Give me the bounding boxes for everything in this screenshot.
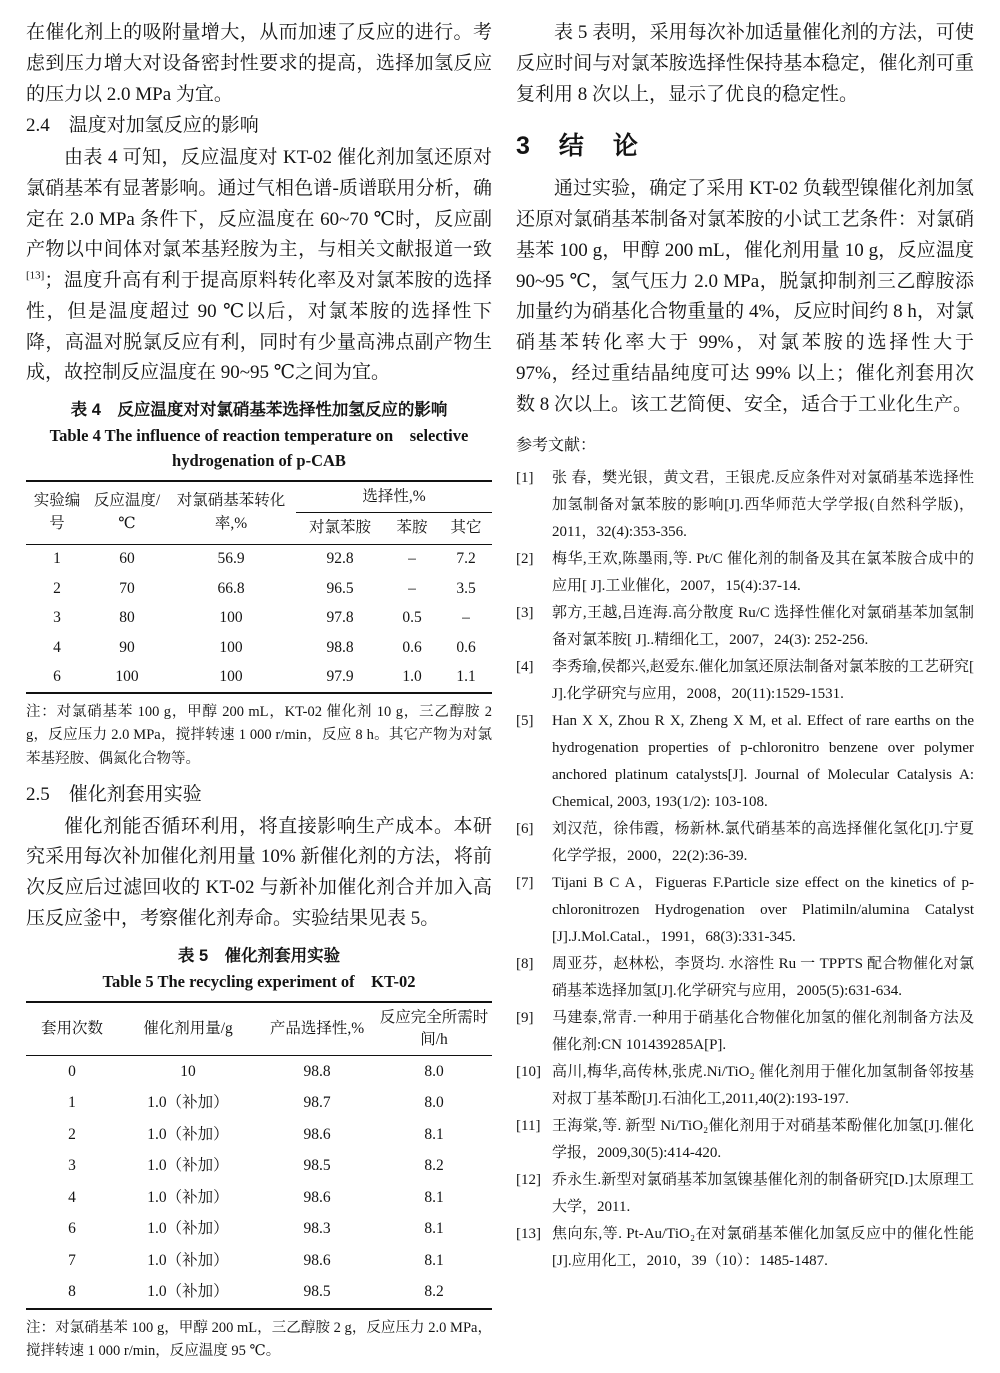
paragraph-temperature-effect <box>26 143 492 389</box>
cell-sel-p-chloroaniline: 97.9 <box>326 668 354 686</box>
cell-cycle: 4 <box>68 1188 76 1206</box>
reference-text: 郭方,王越,吕连海.高分散度 Ru/C 选择性催化对氯硝基苯加氢制备对氯苯胺[ J]..精细化工，2007，24(3): 252-256. <box>552 605 974 649</box>
cell-cycle: 3 <box>68 1157 76 1175</box>
table-5-body <box>26 1056 492 1309</box>
reference-text: 马建泰,常青.一种用于硝基化合物催化加氢的催化剂制备方法及催化剂:CN 101439285A[P]. <box>552 1010 974 1054</box>
reference-text: Han X X, Zhou R X, Zheng X M, et al. Effect of rare earths on the hydrogenation properties of p-chloronitro benzene over polymer anchored platinum catalysts[J]. Journal of Molecular Catalysis A: Chemical, 2003, 193(1/2): 103-108. <box>552 713 974 811</box>
reference-number: [12] <box>516 1172 541 1189</box>
reference-number: [6] <box>516 821 534 838</box>
table-5-row <box>26 1277 492 1309</box>
table-5-caption-en: Table 5 The recycling experiment of KT-02 <box>102 971 416 991</box>
cell-sel-other: 1.1 <box>456 668 476 686</box>
cell-conversion: 100 <box>219 638 243 656</box>
table-4-caption-zh: 表 4 反应温度对对氯硝基苯选择性加氢反应的影响 <box>70 401 448 420</box>
cell-sel-p-chloroaniline: 97.8 <box>326 609 354 627</box>
table-5-row <box>26 1056 492 1088</box>
table-5-note: 注：对氯硝基苯 100 g，甲醇 200 mL，三乙醇胺 2 g，反应压力 2.0 MPa，搅拌转速 1 000 r/min，反应温度 95 ℃。 <box>26 1320 492 1360</box>
cell-conversion: 56.9 <box>217 550 245 568</box>
table-5-col-time: 反应完全所需时间/h <box>379 1008 489 1049</box>
cell-temperature: 70 <box>119 579 135 597</box>
cell-catalyst-amount: 1.0（补加） <box>147 1094 229 1112</box>
reference-item <box>516 546 974 600</box>
reference-text: 李秀瑜,侯都兴,赵爱东.催化加氢还原法制备对氯苯胺的工艺研究[ J].化学研究与应用，2008，20(11):1529-1531. <box>552 659 974 703</box>
reference-item <box>516 951 974 1005</box>
reference-text: 刘汉范，徐伟霞，杨新林.氯代硝基苯的高选择催化氢化[J].宁夏化学学报，2000，22(2):36-39. <box>552 821 974 865</box>
cell-sel-p-chloroaniline: 98.8 <box>326 638 354 656</box>
reference-text: 乔永生.新型对氯硝基苯加氢镍基催化剂的制备研究[D.]太原理工大学，2011. <box>552 1172 974 1216</box>
right-column <box>516 18 974 1373</box>
paragraph-temperature-effect-part2: ；温度升高有利于提高原料转化率及对氯苯胺的选择性，但是温度超过 90 ℃以后，对氯苯胺的选择性下降，高温对脱氯反应有利，同时有少量高沸点副产物生成，故控制反应温度在 90~95 ℃之间为宜。 <box>26 270 492 384</box>
heading-section-2-5: 2.5 催化剂套用实验 <box>26 783 202 805</box>
reference-text: 梅华,王欢,陈墨雨,等. Pt/C 催化剂的制备及其在氯苯胺合成中的应用[ J].工业催化，2007，15(4):37-14. <box>552 551 974 595</box>
table-4-header <box>26 481 492 544</box>
reference-item <box>516 465 974 546</box>
cell-catalyst-amount: 1.0（补加） <box>147 1283 229 1301</box>
cell-exp-no: 3 <box>53 609 61 627</box>
reference-number: [8] <box>516 956 534 973</box>
table-5-col-selectivity: 产品选择性,% <box>269 1019 365 1037</box>
cell-temperature: 90 <box>119 638 135 656</box>
reference-item <box>516 1005 974 1059</box>
cell-time: 8.0 <box>424 1062 444 1080</box>
reference-item <box>516 600 974 654</box>
table-5-row <box>26 1245 492 1276</box>
cell-cycle: 7 <box>68 1251 76 1269</box>
table-4-col-other: 其它 <box>450 519 482 537</box>
reference-item <box>516 1167 974 1221</box>
table-4-col-p-chloroaniline: 对氯苯胺 <box>308 519 371 537</box>
heading-section-2-4: 2.4 温度对加氢反应的影响 <box>26 115 259 137</box>
cell-time: 8.1 <box>424 1188 444 1206</box>
table-4-col-selectivity-group: 选择性,% <box>296 481 492 513</box>
table-4-caption-en-line1: Table 4 The influence of reaction temperature on selective <box>49 426 469 446</box>
reference-number: [3] <box>516 605 534 622</box>
table-5-caption-zh: 表 5 催化剂套用实验 <box>177 946 341 965</box>
reference-number: [9] <box>516 1010 534 1027</box>
cell-catalyst-amount: 1.0（补加） <box>147 1188 229 1206</box>
table-5-col-catalyst-amount: 催化剂用量/g <box>143 1019 233 1037</box>
table-5-row <box>26 1182 492 1213</box>
table-4 <box>26 480 492 694</box>
table-5-row <box>26 1151 492 1182</box>
cell-conversion: 100 <box>219 668 243 686</box>
reference-number: [13] <box>516 1226 541 1243</box>
cell-sel-aniline: 0.5 <box>402 609 422 627</box>
cell-catalyst-amount: 1.0（补加） <box>147 1125 229 1143</box>
left-column <box>26 18 492 1373</box>
cell-exp-no: 4 <box>53 638 61 656</box>
references-label: 参考文献： <box>516 437 597 455</box>
reference-number: [4] <box>516 659 534 676</box>
table-4-col-aniline: 苯胺 <box>396 519 428 537</box>
table-4-col-exp-no: 实验编号 <box>33 492 81 532</box>
cell-selectivity: 98.8 <box>303 1062 331 1080</box>
cell-cycle: 2 <box>68 1125 76 1143</box>
cell-cycle: 1 <box>68 1094 76 1112</box>
cell-selectivity: 98.6 <box>303 1125 331 1143</box>
cell-sel-other: – <box>462 609 470 627</box>
reference-item <box>516 1221 974 1275</box>
cell-catalyst-amount: 1.0（补加） <box>147 1157 229 1175</box>
table-5-row <box>26 1088 492 1119</box>
reference-item <box>516 870 974 951</box>
paragraph-conclusion: 通过实验，确定了采用 KT-02 负载型镍催化剂加氢还原对氯硝基苯制备对氯苯胺的小试工艺条件：对氯硝基苯 100 g，甲醇 200 mL，催化剂用量 10 g，反应温度 90~95 ℃，氢气压力 2.0 MPa，脱氯抑制剂三乙醇胺添加量约为硝基化合物重量的 4%，反应时间约 8 h，对氯硝基苯转化率大于 99%，对氯苯胺的选择性大于 97%，经过重结晶纯度可达 99% 以上；催化剂套用次数 8 次以上。该工艺简便、安全，适合于工业化生产。 <box>516 178 974 415</box>
paragraph-recycling: 催化剂能否循环利用，将直接影响生产成本。本研究采用每次补加催化剂用量 10% 新催化剂的方法，将前次反应后过滤回收的 KT-02 与新补加催化剂合并加入高压反应釜中，考察催化剂寿命。实验结果见表 5。 <box>26 815 492 929</box>
paragraph-temperature-effect-part1: 由表 4 可知，反应温度对 KT-02 催化剂加氢还原对氯硝基苯有显著影响。通过气相色谱-质谱联用分析，确定在 2.0 MPa 条件下，反应温度在 60~70 ℃时，反应副产物以中间体对氯苯基羟胺为主，与相关文献报道一致 <box>26 147 492 261</box>
heading-section-3-conclusion: 3 结 论 <box>516 132 640 161</box>
cell-sel-aniline: – <box>408 579 416 597</box>
table-5-row <box>26 1214 492 1245</box>
paragraph-table5-summary: 表 5 表明，采用每次补加适量催化剂的方法，可使反应时间与对氯苯胺选择性保持基本稳定，催化剂可重复利用 8 次以上，显示了优良的稳定性。 <box>516 22 974 105</box>
cell-temperature: 100 <box>115 668 139 686</box>
cell-temperature: 80 <box>119 609 135 627</box>
cell-selectivity: 98.5 <box>303 1157 331 1175</box>
reference-number: [5] <box>516 713 534 730</box>
table-4-col-temperature: 反应温度/℃ <box>93 492 161 532</box>
reference-item <box>516 654 974 708</box>
table-5-row <box>26 1119 492 1150</box>
cell-sel-other: 7.2 <box>456 550 476 568</box>
citation-13-superscript: [13] <box>26 269 45 282</box>
cell-sel-other: 3.5 <box>456 579 476 597</box>
cell-time: 8.2 <box>424 1157 444 1175</box>
table-5-col-cycle: 套用次数 <box>40 1019 103 1037</box>
cell-sel-aniline: – <box>408 550 416 568</box>
table-4-row <box>26 574 492 603</box>
reference-number: [11] <box>516 1118 541 1135</box>
reference-text: 高川,梅华,高传林,张虎.Ni/TiO₂ 催化剂用于催化加氢制备邻按基对叔丁基苯酚[J].石油化工,2011,40(2):193-197. <box>552 1064 974 1108</box>
cell-sel-aniline: 0.6 <box>402 638 422 656</box>
reference-text: Tijani B C A，Figueras F.Particle size effect on the kinetics of p-chloronitrozen Hydrogenation over Platimiln/alumina Catalyst [J].J.Mol.Catal.，1991，68(3):331-345. <box>552 875 974 946</box>
cell-cycle: 0 <box>68 1062 76 1080</box>
cell-sel-aniline: 1.0 <box>402 668 422 686</box>
reference-number: [10] <box>516 1064 541 1081</box>
table-4-caption-en-line2: hydrogenation of p-CAB <box>172 451 346 471</box>
cell-catalyst-amount: 1.0（补加） <box>147 1251 229 1269</box>
cell-exp-no: 2 <box>53 579 61 597</box>
cell-exp-no: 1 <box>53 550 61 568</box>
table-4-row <box>26 544 492 574</box>
reference-list <box>516 465 974 1275</box>
reference-number: [2] <box>516 551 534 568</box>
cell-selectivity: 98.6 <box>303 1251 331 1269</box>
cell-sel-p-chloroaniline: 92.8 <box>326 550 354 568</box>
reference-text: 焦向东,等. Pt-Au/TiO₂在对氯硝基苯催化加氢反应中的催化性能[J].应用化工，2010，39（10）：1485-1487. <box>552 1226 974 1270</box>
table-4-row <box>26 633 492 662</box>
cell-time: 8.1 <box>424 1251 444 1269</box>
cell-time: 8.2 <box>424 1283 444 1301</box>
cell-sel-p-chloroaniline: 96.5 <box>326 579 354 597</box>
cell-selectivity: 98.7 <box>303 1094 331 1112</box>
table-5-header <box>26 1002 492 1056</box>
table-5 <box>26 1001 492 1311</box>
paragraph-pressure-conclusion: 在催化剂上的吸附量增大，从而加速了反应的进行。考虑到压力增大对设备密封性要求的提高，选择加氢反应的压力以 2.0 MPa 为宜。 <box>26 22 492 105</box>
reference-text: 张 春，樊光银，黄文君，王银虎.反应条件对对氯硝基苯选择性加氢制备对氯苯胺的影响[J].西华师范大学学报(自然科学版)，2011，32(4):353-356. <box>552 470 974 541</box>
cell-time: 8.1 <box>424 1125 444 1143</box>
reference-text: 王海棠,等. 新型 Ni/TiO₂催化剂用于对硝基苯酚催化加氢[J].催化学报，2009,30(5):414-420. <box>552 1118 974 1162</box>
reference-number: [7] <box>516 875 534 892</box>
table-5-caption <box>26 943 492 995</box>
cell-selectivity: 98.5 <box>303 1283 331 1301</box>
cell-conversion: 100 <box>219 609 243 627</box>
cell-time: 8.0 <box>424 1094 444 1112</box>
table-4-row <box>26 663 492 693</box>
cell-exp-no: 6 <box>53 668 61 686</box>
table-4-caption <box>26 397 492 474</box>
table-4-body <box>26 544 492 693</box>
cell-time: 8.1 <box>424 1220 444 1238</box>
cell-conversion: 66.8 <box>217 579 245 597</box>
cell-cycle: 8 <box>68 1283 76 1301</box>
reference-item <box>516 708 974 816</box>
cell-sel-other: 0.6 <box>456 638 476 656</box>
reference-number: [1] <box>516 470 534 487</box>
reference-text: 周亚芬，赵林松，李贤均. 水溶性 Ru 一 TPPTS 配合物催化对氯硝基苯选择加氢[J].化学研究与应用，2005(5):631-634. <box>552 956 974 1000</box>
cell-cycle: 6 <box>68 1220 76 1238</box>
cell-selectivity: 98.6 <box>303 1188 331 1206</box>
reference-item <box>516 1059 974 1113</box>
cell-selectivity: 98.3 <box>303 1220 331 1238</box>
reference-item <box>516 1113 974 1167</box>
table-4-row <box>26 604 492 633</box>
table-4-note: 注：对氯硝基苯 100 g，甲醇 200 mL，KT-02 催化剂 10 g，三乙醇胺 2 g，反应压力 2.0 MPa，搅拌转速 1 000 r/min，反应 8 h。其它产物为对氯苯基羟胺、偶氮化合物等。 <box>26 704 492 767</box>
reference-item <box>516 816 974 870</box>
cell-catalyst-amount: 1.0（补加） <box>147 1220 229 1238</box>
cell-temperature: 60 <box>119 550 135 568</box>
cell-catalyst-amount: 10 <box>180 1062 196 1080</box>
table-4-col-conversion: 对氯硝基苯转化率,% <box>176 492 286 532</box>
